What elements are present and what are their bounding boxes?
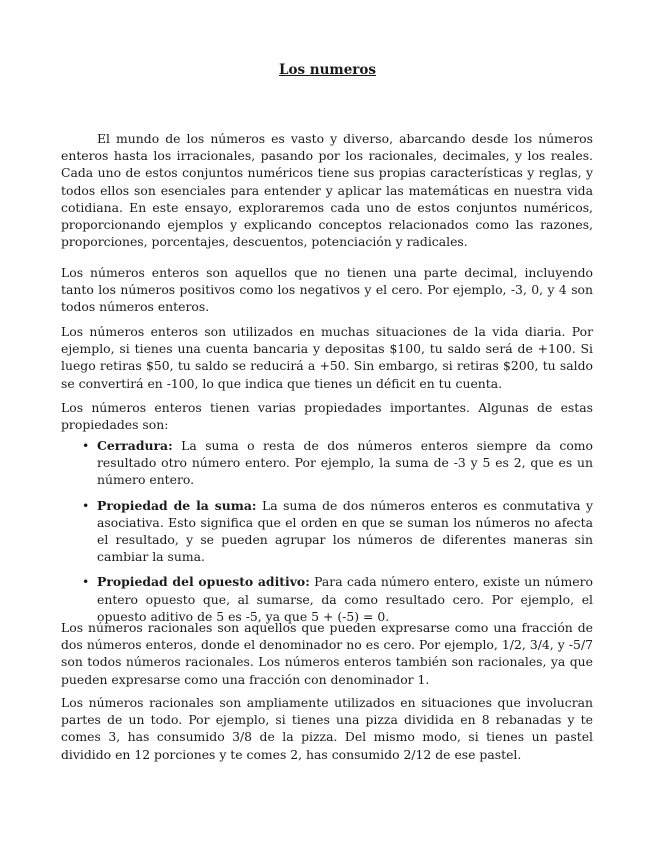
- bullet-icon: •: [82, 574, 90, 590]
- property-separator: :: [168, 438, 173, 453]
- rationals-definition-paragraph: Los números racionales son aquellos que pueden expresarse como una fracción de dos números enteros, donde el denominador no es cero. Por ejemplo, 1/2, 3/4, y -5/7 son todos números racionales. Los números enteros también son racionales, ya que pueden expresarse como una fracción con denominador 1.: [61, 620, 593, 687]
- list-item: [61, 573, 593, 625]
- integers-properties-intro: Los números enteros tienen varias propiedades importantes. Algunas de estas propiedades son:: [61, 400, 593, 433]
- integers-definition-paragraph: Los números enteros son aquellos que no tienen una parte decimal, incluyendo tanto los números positivos como los negativos y el cero. Por ejemplo, -3, 0, y 4 son todos números enteros.: [61, 265, 593, 315]
- properties-list: [61, 437, 593, 633]
- property-text: La suma o resta de dos números enteros siempre da como resultado otro número entero. Por ejemplo, la suma de -3 y 5 es 2, que es un número entero.: [97, 438, 593, 488]
- property-separator: :: [305, 574, 310, 590]
- bullet-icon: •: [82, 438, 90, 453]
- property-term: Propiedad del opuesto aditivo: [97, 574, 306, 590]
- property-separator: :: [251, 497, 257, 513]
- property-text: La suma de dos números enteros es conmutativa y asociativa. Esto significa que el orden en que se suman los números no afecta el resultado, y se pueden agrupar los números de diferentes maneras sin cambiar la suma.: [97, 497, 593, 565]
- property-term: Cerradura: [97, 438, 169, 453]
- document-title: Los numeros: [278, 62, 377, 78]
- rationals-usage-paragraph: Los números racionales son ampliamente utilizados en situaciones que involucran partes de un todo. Por ejemplo, si tienes una pizza dividida en 8 rebanadas y te comes 3, has consumido 3/8 de la pizza. Del mismo modo, si tienes un pastel dividido en 12 porciones y te comes 2, has consumido 2/12 de ese pastel.: [61, 695, 593, 762]
- bullet-icon: •: [82, 497, 90, 513]
- intro-paragraph: El mundo de los números es vasto y diverso, abarcando desde los números enteros hasta los irracionales, pasando por los racionales, decimales, y los reales. Cada uno de estos conjuntos numéricos tiene sus propias características y reglas, y todos ellos son esenciales para entender y aplicar las matemáticas en nuestra vida cotidiana. En este ensayo, exploraremos cada uno de estos conjuntos numéricos, proporcionando ejemplos y explicando conceptos relacionados como las razones, proporciones, porcentajes, descuentos, potenciación y radicales.: [61, 131, 593, 250]
- integers-usage-paragraph: Los números enteros son utilizados en muchas situaciones de la vida diaria. Por ejemplo, si tienes una cuenta bancaria y depositas $100, tu saldo será de +100. Si luego retiras $50, tu saldo se reducirá a +50. Sin embargo, si retiras $200, tu saldo se convertirá en -100, lo que indica que tienes un déficit en tu cuenta.: [61, 324, 593, 391]
- list-item: [61, 497, 593, 566]
- property-text: Para cada número entero, existe un número entero opuesto que, al sumarse, da como resultado cero. Por ejemplo, el opuesto aditivo de 5 es -5, ya que 5 + (-5) = 0.: [97, 574, 593, 624]
- property-term: Propiedad de la suma: [97, 497, 252, 513]
- list-item: [61, 437, 593, 489]
